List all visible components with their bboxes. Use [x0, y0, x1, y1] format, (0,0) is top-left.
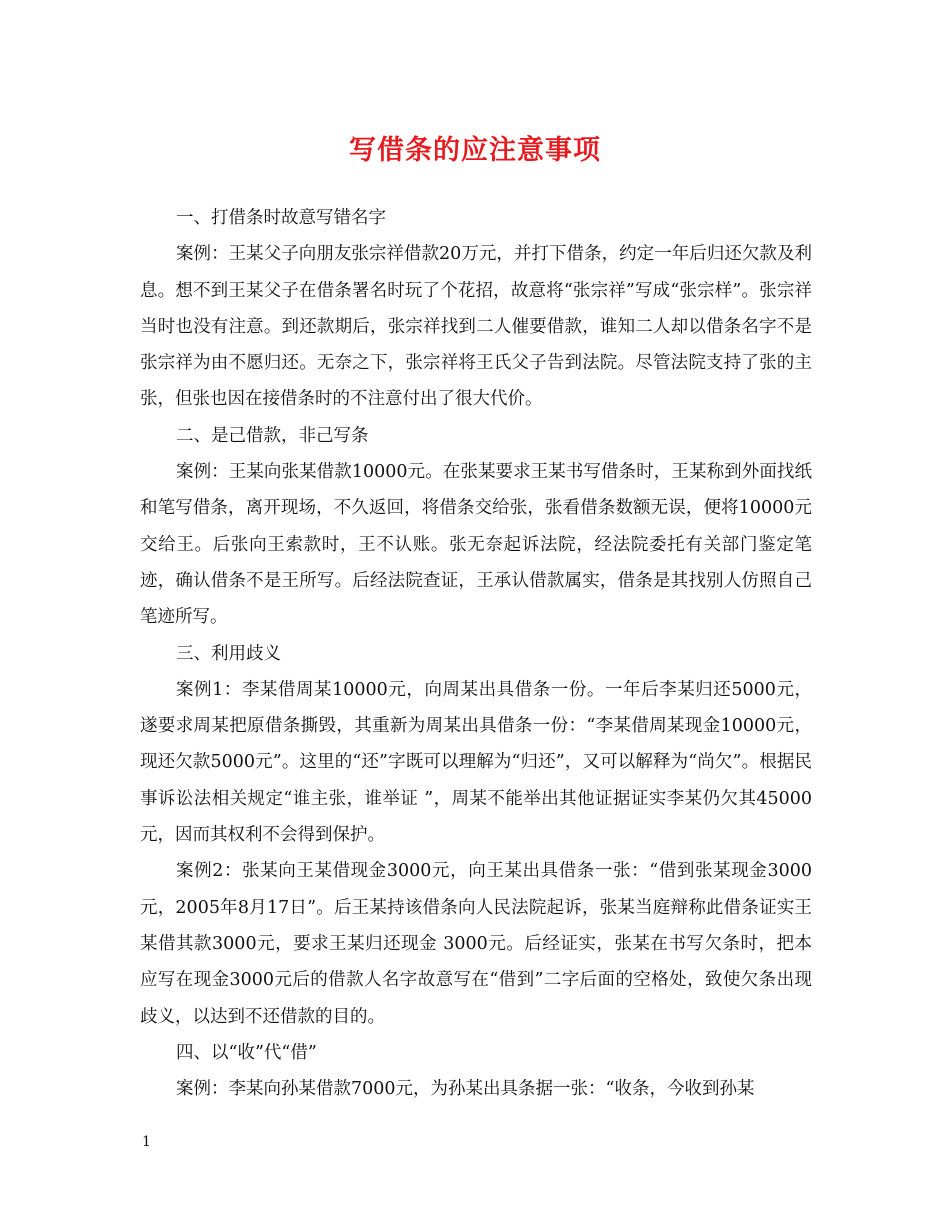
page-number: 1	[142, 1134, 151, 1150]
body-paragraph: 案例2：张某向王某借现金3000元，向王某出具借条一张：“借到张某现金3000元，2005年8月17日”。后王某持该借条向人民法院起诉，张某当庭辩称此借条证实王某借其款3000元，要求王某归还现金 3000元。后经证实，张某在书写欠条时，把本应写在现金3000元后的借款人名字故意写在“借到”二字后面的空格处，致使欠条出现歧义，以达到不还借款的目的。	[140, 861, 812, 1027]
body-paragraph: 案例：王某向张某借款10000元。在张某要求王某书写借条时，王某称到外面找纸和笔写借条，离开现场，不久返回，将借条交给张，张看借条数额无误，便将10000元交给王。后张向王索款时，王不认账。张无奈起诉法院，经法院委托有关部门鉴定笔迹，确认借条不是王所写。后经法院查证，王承认借款属实，借条是其找别人仿照自己笔迹所写。	[140, 462, 812, 628]
section-heading: 二、是己借款，非己写条	[176, 425, 369, 446]
body-paragraph: 案例1：李某借周某10000元，向周某出具借条一份。一年后李某归还5000元，遂要求周某把原借条撕毁，其重新为周某出具借条一份：“李某借周某现金10000元，现还欠款5000元”。这里的“还”字既可以理解为“归还”，又可以解释为“尚欠”。根据民事诉讼法相关规定“谁主张，谁举证 ”，周某不能举出其他证据证实李某仍欠其45000元，因而其权利不会得到保护。	[140, 679, 812, 846]
section-heading: 四、以“收”代“借”	[176, 1042, 317, 1063]
body-paragraph: 案例：李某向孙某借款7000元，为孙某出具条据一张：“收条，今收到孙某	[176, 1079, 755, 1100]
document-title: 写借条的应注意事项	[349, 135, 601, 166]
section-heading: 一、打借条时故意写错名字	[176, 208, 386, 228]
section-heading: 三、利用歧义	[176, 643, 281, 664]
document-body	[140, 200, 812, 1107]
body-paragraph: 案例：王某父子向朋友张宗祥借款20万元，并打下借条，约定一年后归还欠款及利息。想不到王某父子在借条署名时玩了个花招，故意将“张宗祥”写成“张宗样”。张宗祥当时也没有注意。到还款期后，张宗祥找到二人催要借款，谁知二人却以借条名字不是张宗祥为由不愿归还。无奈之下，张宗祥将王氏父子告到法院。尽管法院支持了张的主张，但张也因在接借条时的不注意付出了很大代价。	[140, 244, 812, 410]
